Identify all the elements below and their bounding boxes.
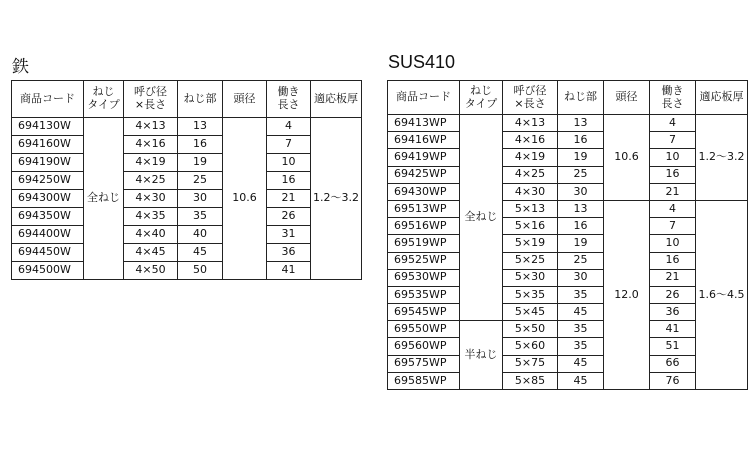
header-thread-type-label: ねじ タイプ [464, 83, 498, 110]
thread-length-cell: 13 [558, 115, 604, 132]
thread-length-cell: 45 [558, 304, 604, 321]
thread-type-cell: 全ねじ [460, 115, 503, 321]
working-length-cell: 16 [267, 172, 311, 190]
header-nominal-size [503, 81, 558, 115]
header-thread-type-label: ねじ タイプ [87, 85, 120, 111]
product-code-cell: 694250W [12, 172, 84, 190]
working-length-cell: 10 [267, 154, 311, 172]
nominal-size-cell: 5×13 [503, 200, 558, 217]
thread-length-cell: 30 [178, 190, 223, 208]
sus410-spec-table [387, 80, 748, 390]
plate-thickness-cell: 1.2～3.2 [311, 118, 362, 280]
working-length-cell: 51 [650, 338, 696, 355]
nominal-size-cell: 4×25 [503, 166, 558, 183]
thread-length-cell: 35 [558, 338, 604, 355]
thread-length-cell: 16 [558, 132, 604, 149]
thread-length-cell: 35 [558, 286, 604, 303]
header-thread-type [460, 81, 503, 115]
thread-length-cell: 45 [558, 372, 604, 389]
working-length-cell: 66 [650, 355, 696, 372]
product-code-cell: 69560WP [388, 338, 460, 355]
header-head-diameter-label: 頭径 [233, 91, 256, 105]
product-code-cell: 694450W [12, 244, 84, 262]
thread-length-cell: 35 [178, 208, 223, 226]
table-row [12, 208, 362, 226]
table-row [12, 226, 362, 244]
header-head-diameter [604, 81, 650, 115]
header-head-diameter-label: 頭径 [615, 90, 638, 104]
table-row [388, 149, 748, 166]
header-thread-length [178, 81, 223, 118]
nominal-size-cell: 4×50 [124, 262, 178, 280]
table-row [388, 166, 748, 183]
header-head-diameter [223, 81, 267, 118]
thread-length-cell: 16 [178, 136, 223, 154]
thread-length-cell: 19 [558, 235, 604, 252]
header-plate-thickness [311, 81, 362, 118]
thread-length-cell: 45 [558, 355, 604, 372]
working-length-cell: 16 [650, 252, 696, 269]
working-length-cell: 10 [650, 235, 696, 252]
head-diameter-cell: 10.6 [604, 115, 650, 201]
header-working-length-label: 働き 長さ [661, 83, 684, 110]
iron-spec-table [11, 80, 362, 280]
plate-thickness-cell: 1.6～4.5 [696, 200, 748, 389]
nominal-size-cell: 4×13 [503, 115, 558, 132]
header-plate-thickness-label: 適応板厚 [699, 90, 744, 104]
product-code-cell: 69516WP [388, 218, 460, 235]
header-thread-length [558, 81, 604, 115]
nominal-size-cell: 4×40 [124, 226, 178, 244]
thread-length-cell: 25 [178, 172, 223, 190]
table-row [12, 244, 362, 262]
working-length-cell: 36 [267, 244, 311, 262]
product-code-cell: 694190W [12, 154, 84, 172]
nominal-size-cell: 5×30 [503, 269, 558, 286]
working-length-cell: 4 [267, 118, 311, 136]
table-row [388, 269, 748, 286]
table-row [12, 190, 362, 208]
table-row [388, 235, 748, 252]
nominal-size-cell: 5×19 [503, 235, 558, 252]
working-length-cell: 26 [650, 286, 696, 303]
working-length-cell: 41 [650, 321, 696, 338]
working-length-cell: 36 [650, 304, 696, 321]
header-product-code-label: 商品コード [396, 90, 451, 104]
table-row [388, 286, 748, 303]
nominal-size-cell: 4×30 [503, 183, 558, 200]
nominal-size-cell: 4×35 [124, 208, 178, 226]
working-length-cell: 7 [650, 218, 696, 235]
working-length-cell: 4 [650, 115, 696, 132]
header-plate-thickness-label: 適応板厚 [314, 91, 358, 105]
product-code-cell: 69535WP [388, 286, 460, 303]
table-row [388, 115, 748, 132]
thread-length-cell: 19 [178, 154, 223, 172]
thread-length-cell: 16 [558, 218, 604, 235]
product-code-cell: 69575WP [388, 355, 460, 372]
table-row [388, 183, 748, 200]
nominal-size-cell: 5×75 [503, 355, 558, 372]
header-working-length [267, 81, 311, 118]
header-row [388, 81, 748, 115]
table-row [388, 355, 748, 372]
header-thread-length-label: ねじ部 [183, 91, 217, 105]
nominal-size-cell: 4×16 [124, 136, 178, 154]
thread-length-cell: 40 [178, 226, 223, 244]
iron-table-body [12, 118, 362, 280]
product-code-cell: 69419WP [388, 149, 460, 166]
working-length-cell: 7 [650, 132, 696, 149]
plate-thickness-cell: 1.2～3.2 [696, 115, 748, 201]
working-length-cell: 41 [267, 262, 311, 280]
working-length-cell: 10 [650, 149, 696, 166]
thread-length-cell: 25 [558, 166, 604, 183]
nominal-size-cell: 4×19 [503, 149, 558, 166]
product-code-cell: 694350W [12, 208, 84, 226]
working-length-cell: 76 [650, 372, 696, 389]
nominal-size-cell: 4×19 [124, 154, 178, 172]
nominal-size-cell: 4×30 [124, 190, 178, 208]
header-product-code [388, 81, 460, 115]
product-code-cell: 69413WP [388, 115, 460, 132]
thread-length-cell: 19 [558, 149, 604, 166]
thread-type-cell: 全ねじ [84, 118, 124, 280]
product-code-cell: 69525WP [388, 252, 460, 269]
product-code-cell: 69530WP [388, 269, 460, 286]
header-thread-type [84, 81, 124, 118]
head-diameter-cell: 12.0 [604, 200, 650, 389]
product-code-cell: 69545WP [388, 304, 460, 321]
working-length-cell: 4 [650, 200, 696, 217]
product-code-cell: 69416WP [388, 132, 460, 149]
working-length-cell: 21 [650, 269, 696, 286]
nominal-size-cell: 5×35 [503, 286, 558, 303]
product-code-cell: 69519WP [388, 235, 460, 252]
nominal-size-cell: 5×50 [503, 321, 558, 338]
product-code-cell: 69550WP [388, 321, 460, 338]
thread-length-cell: 13 [558, 200, 604, 217]
thread-length-cell: 30 [558, 269, 604, 286]
table-row [388, 372, 748, 389]
table-row [388, 218, 748, 235]
product-code-cell: 694300W [12, 190, 84, 208]
product-code-cell: 694500W [12, 262, 84, 280]
table-row [388, 132, 748, 149]
product-code-cell: 69430WP [388, 183, 460, 200]
thread-length-cell: 50 [178, 262, 223, 280]
working-length-cell: 21 [650, 183, 696, 200]
nominal-size-cell: 4×16 [503, 132, 558, 149]
product-code-cell: 694400W [12, 226, 84, 244]
header-nominal-size [124, 81, 178, 118]
table-row [388, 338, 748, 355]
working-length-cell: 7 [267, 136, 311, 154]
thread-length-cell: 25 [558, 252, 604, 269]
iron-table-header [12, 81, 362, 118]
table-row [388, 200, 748, 217]
header-product-code [12, 81, 84, 118]
table-row [12, 172, 362, 190]
header-row [12, 81, 362, 118]
header-nominal-size-label: 呼び径 ×長さ [513, 83, 547, 110]
thread-length-cell: 45 [178, 244, 223, 262]
table-row [388, 304, 748, 321]
sus410-table-header [388, 81, 748, 115]
working-length-cell: 21 [267, 190, 311, 208]
working-length-cell: 26 [267, 208, 311, 226]
product-code-cell: 69585WP [388, 372, 460, 389]
product-code-cell: 69513WP [388, 200, 460, 217]
header-product-code-label: 商品コード [20, 91, 75, 105]
thread-length-cell: 35 [558, 321, 604, 338]
nominal-size-cell: 5×45 [503, 304, 558, 321]
product-code-cell: 69425WP [388, 166, 460, 183]
nominal-size-cell: 4×25 [124, 172, 178, 190]
table-row [12, 154, 362, 172]
header-working-length-label: 働き 長さ [277, 85, 300, 111]
product-code-cell: 694130W [12, 118, 84, 136]
working-length-cell: 16 [650, 166, 696, 183]
nominal-size-cell: 4×45 [124, 244, 178, 262]
table-row [12, 136, 362, 154]
head-diameter-cell: 10.6 [223, 118, 267, 280]
sus410-table-body [388, 115, 748, 390]
table-row [12, 262, 362, 280]
thread-type-cell: 半ねじ [460, 321, 503, 390]
nominal-size-cell: 5×25 [503, 252, 558, 269]
nominal-size-cell: 5×60 [503, 338, 558, 355]
header-thread-length-label: ねじ部 [564, 90, 597, 104]
header-nominal-size-label: 呼び径 ×長さ [134, 85, 167, 111]
thread-length-cell: 30 [558, 183, 604, 200]
nominal-size-cell: 5×85 [503, 372, 558, 389]
table-row [12, 118, 362, 136]
table-row [388, 321, 748, 338]
table-row [388, 252, 748, 269]
section-title-sus410: SUS410 [388, 52, 456, 72]
thread-length-cell: 13 [178, 118, 223, 136]
product-code-cell: 694160W [12, 136, 84, 154]
working-length-cell: 31 [267, 226, 311, 244]
nominal-size-cell: 5×16 [503, 218, 558, 235]
nominal-size-cell: 4×13 [124, 118, 178, 136]
header-working-length [650, 81, 696, 115]
section-title-iron: 鉄 [12, 57, 29, 77]
header-plate-thickness [696, 81, 748, 115]
